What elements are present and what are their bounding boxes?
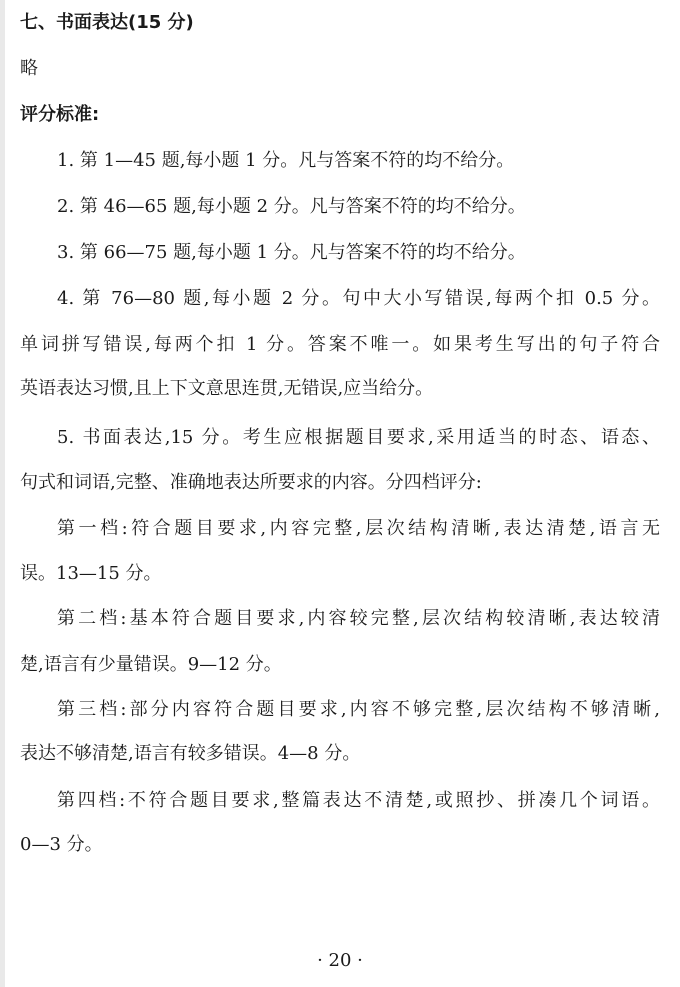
criteria-item-4-line-3: 英语表达习惯,且上下文意思连贯,无错误,应当给分。 [20,378,434,399]
criteria-item-5-line-2: 句式和词语,完整、准确地表达所要求的内容。分四档评分: [20,472,482,493]
criteria-item-2: 2. 第 46—65 题,每小题 2 分。凡与答案不符的均不给分。 [57,196,526,217]
page-number: · 20 · [317,950,363,971]
grade-3-line-2: 表达不够清楚,语言有较多错误。4—8 分。 [20,743,361,764]
page-edge-shadow [0,0,5,987]
grade-1-line-1: 第一档:符合题目要求,内容完整,层次结构清晰,表达清楚,语言无 [57,518,660,539]
criteria-item-3: 3. 第 66—75 题,每小题 1 分。凡与答案不符的均不给分。 [57,242,526,263]
criteria-item-1: 1. 第 1—45 题,每小题 1 分。凡与答案不符的均不给分。 [57,150,515,171]
section-title: 七、书面表达(15 分) [20,12,194,33]
omitted-answer: 略 [20,58,38,79]
criteria-heading: 评分标准: [20,104,100,125]
grade-2-line-2: 楚,语言有少量错误。9—12 分。 [20,654,282,675]
grade-4-line-1: 第四档:不符合题目要求,整篇表达不清楚,或照抄、拼凑几个词语。 [57,790,660,811]
grade-4-line-2: 0—3 分。 [20,834,103,855]
criteria-item-4-line-2: 单词拼写错误,每两个扣 1 分。答案不唯一。如果考生写出的句子符合 [20,334,660,355]
criteria-item-5-line-1: 5. 书面表达,15 分。考生应根据题目要求,采用适当的时态、语态、 [57,427,660,448]
criteria-item-4-line-1: 4. 第 76—80 题,每小题 2 分。句中大小写错误,每两个扣 0.5 分。 [57,288,660,309]
grade-1-line-2: 误。13—15 分。 [20,563,162,584]
grade-2-line-1: 第二档:基本符合题目要求,内容较完整,层次结构较清晰,表达较清 [57,608,660,629]
grade-3-line-1: 第三档:部分内容符合题目要求,内容不够完整,层次结构不够清晰, [57,699,660,720]
